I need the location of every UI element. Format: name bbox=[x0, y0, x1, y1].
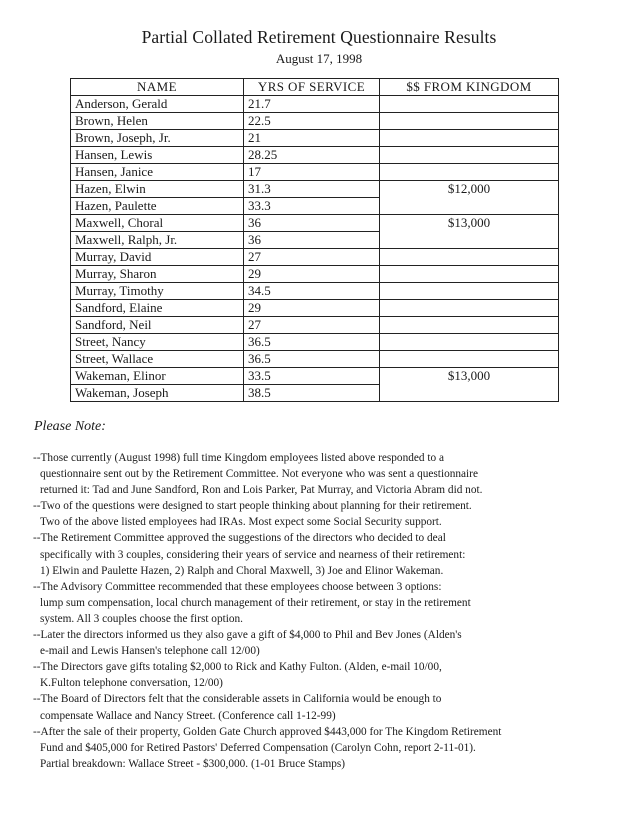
note-line: returned it: Tad and June Sandford, Ron and Lois Parker, Pat Murray, and Victoria Abram did not. bbox=[40, 484, 483, 497]
note-line: questionnaire sent out by the Retirement Committee. Not everyone who was sent a questionnaire bbox=[40, 468, 478, 481]
note-line: e-mail and Lewis Hansen's telephone call 12/00) bbox=[40, 645, 260, 658]
name-cell: Murray, David bbox=[71, 249, 244, 266]
table-row bbox=[71, 130, 559, 147]
name-cell: Hazen, Paulette bbox=[71, 198, 244, 215]
years-cell: 21 bbox=[244, 130, 380, 147]
name-cell: Brown, Helen bbox=[71, 113, 244, 130]
years-cell: 28.25 bbox=[244, 147, 380, 164]
table-row bbox=[71, 266, 559, 283]
table-row bbox=[71, 351, 559, 368]
years-cell: 33.5 bbox=[244, 368, 380, 385]
note-line: --The Board of Directors felt that the considerable assets in California would be enough to bbox=[33, 693, 442, 706]
years-cell: 36 bbox=[244, 232, 380, 249]
note-line: specifically with 3 couples, considering their years of service and nearness of their retirement: bbox=[40, 548, 466, 561]
results-table bbox=[70, 78, 559, 402]
table-row bbox=[71, 283, 559, 300]
table-row bbox=[71, 368, 559, 385]
name-cell: Brown, Joseph, Jr. bbox=[71, 130, 244, 147]
amount-cell bbox=[380, 283, 559, 300]
name-cell: Sandford, Neil bbox=[71, 317, 244, 334]
amount-cell bbox=[380, 113, 559, 130]
years-cell: 33.3 bbox=[244, 198, 380, 215]
name-cell: Street, Nancy bbox=[71, 334, 244, 351]
years-cell: 36 bbox=[244, 215, 380, 232]
table-row bbox=[71, 164, 559, 181]
notes-section bbox=[33, 451, 623, 773]
table-row bbox=[71, 300, 559, 317]
note-line: Fund and $405,000 for Retired Pastors' Deferred Compensation (Carolyn Cohn, report 2-11-01). bbox=[40, 741, 476, 754]
note-line: --The Advisory Committee recommended that these employees choose between 3 options: bbox=[33, 580, 442, 593]
table-row bbox=[71, 232, 559, 249]
table-row bbox=[71, 198, 559, 215]
years-cell: 29 bbox=[244, 300, 380, 317]
years-cell: 27 bbox=[244, 249, 380, 266]
name-cell: Murray, Timothy bbox=[71, 283, 244, 300]
amount-cell: $12,000 bbox=[380, 181, 559, 198]
table-row bbox=[71, 215, 559, 232]
amount-cell: $13,000 bbox=[380, 215, 559, 232]
name-cell: Maxwell, Ralph, Jr. bbox=[71, 232, 244, 249]
note-line: --Those currently (August 1998) full time Kingdom employees listed above responded to a bbox=[33, 452, 444, 464]
document-date: August 17, 1998 bbox=[275, 51, 363, 66]
amount-cell bbox=[380, 334, 559, 351]
note-line: lump sum compensation, local church management of their retirement, or stay in the retirement bbox=[40, 596, 471, 609]
name-cell: Maxwell, Choral bbox=[71, 215, 244, 232]
note-line: --The Retirement Committee approved the suggestions of the directors who decided to deal bbox=[33, 532, 446, 545]
column-header-name: NAME bbox=[71, 79, 244, 96]
years-cell: 22.5 bbox=[244, 113, 380, 130]
years-cell: 29 bbox=[244, 266, 380, 283]
note-line: --The Directors gave gifts totaling $2,000 to Rick and Kathy Fulton. (Alden, e-mail 10/00, bbox=[33, 661, 442, 674]
note-line: --Later the directors informed us they also gave a gift of $4,000 to Phil and Bev Jones (Alden's bbox=[33, 629, 462, 642]
name-cell: Hansen, Janice bbox=[71, 164, 244, 181]
note-line: --Two of the questions were designed to start people thinking about planning for their retirement. bbox=[33, 500, 472, 513]
note-line: K.Fulton telephone conversation, 12/00) bbox=[40, 677, 223, 690]
document-title: Partial Collated Retirement Questionnaire Results bbox=[141, 27, 497, 47]
amount-cell bbox=[380, 232, 559, 249]
table-row bbox=[71, 181, 559, 198]
amount-cell bbox=[380, 300, 559, 317]
amount-cell bbox=[380, 351, 559, 368]
name-cell: Anderson, Gerald bbox=[71, 96, 244, 113]
amount-cell bbox=[380, 96, 559, 113]
amount-cell bbox=[380, 198, 559, 215]
column-header-years: YRS OF SERVICE bbox=[244, 79, 380, 96]
amount-cell bbox=[380, 385, 559, 402]
table-header-row bbox=[71, 79, 559, 96]
table-row bbox=[71, 317, 559, 334]
years-cell: 17 bbox=[244, 164, 380, 181]
years-cell: 31.3 bbox=[244, 181, 380, 198]
note-line: Two of the above listed employees had IRAs. Most expect some Social Security support. bbox=[40, 516, 442, 529]
amount-cell bbox=[380, 266, 559, 283]
name-cell: Sandford, Elaine bbox=[71, 300, 244, 317]
table-row bbox=[71, 385, 559, 402]
amount-cell bbox=[380, 317, 559, 334]
name-cell: Hazen, Elwin bbox=[71, 181, 244, 198]
note-line: system. All 3 couples choose the first option. bbox=[40, 612, 244, 625]
name-cell: Wakeman, Elinor bbox=[71, 368, 244, 385]
amount-cell bbox=[380, 249, 559, 266]
years-cell: 34.5 bbox=[244, 283, 380, 300]
name-cell: Street, Wallace bbox=[71, 351, 244, 368]
amount-cell bbox=[380, 147, 559, 164]
table-row bbox=[71, 147, 559, 164]
column-header-amount: $$ FROM KINGDOM bbox=[380, 79, 559, 96]
amount-cell: $13,000 bbox=[380, 368, 559, 385]
years-cell: 36.5 bbox=[244, 351, 380, 368]
years-cell: 27 bbox=[244, 317, 380, 334]
table-row bbox=[71, 96, 559, 113]
note-line: compensate Wallace and Nancy Street. (Conference call 1-12-99) bbox=[40, 709, 336, 722]
amount-cell bbox=[380, 164, 559, 181]
note-line: 1) Elwin and Paulette Hazen, 2) Ralph and Choral Maxwell, 3) Joe and Elinor Wakeman. bbox=[40, 564, 444, 577]
note-line: --After the sale of their property, Golden Gate Church approved $443,000 for The Kingdom Retirement bbox=[33, 725, 502, 738]
table-row bbox=[71, 334, 559, 351]
table-row bbox=[71, 249, 559, 266]
name-cell: Wakeman, Joseph bbox=[71, 385, 244, 402]
years-cell: 21.7 bbox=[244, 96, 380, 113]
name-cell: Murray, Sharon bbox=[71, 266, 244, 283]
amount-cell bbox=[380, 130, 559, 147]
name-cell: Hansen, Lewis bbox=[71, 147, 244, 164]
table-row bbox=[71, 113, 559, 130]
years-cell: 38.5 bbox=[244, 385, 380, 402]
note-heading: Please Note: bbox=[34, 419, 106, 434]
years-cell: 36.5 bbox=[244, 334, 380, 351]
note-line: Partial breakdown: Wallace Street - $300,000. (1-01 Bruce Stamps) bbox=[40, 757, 346, 770]
